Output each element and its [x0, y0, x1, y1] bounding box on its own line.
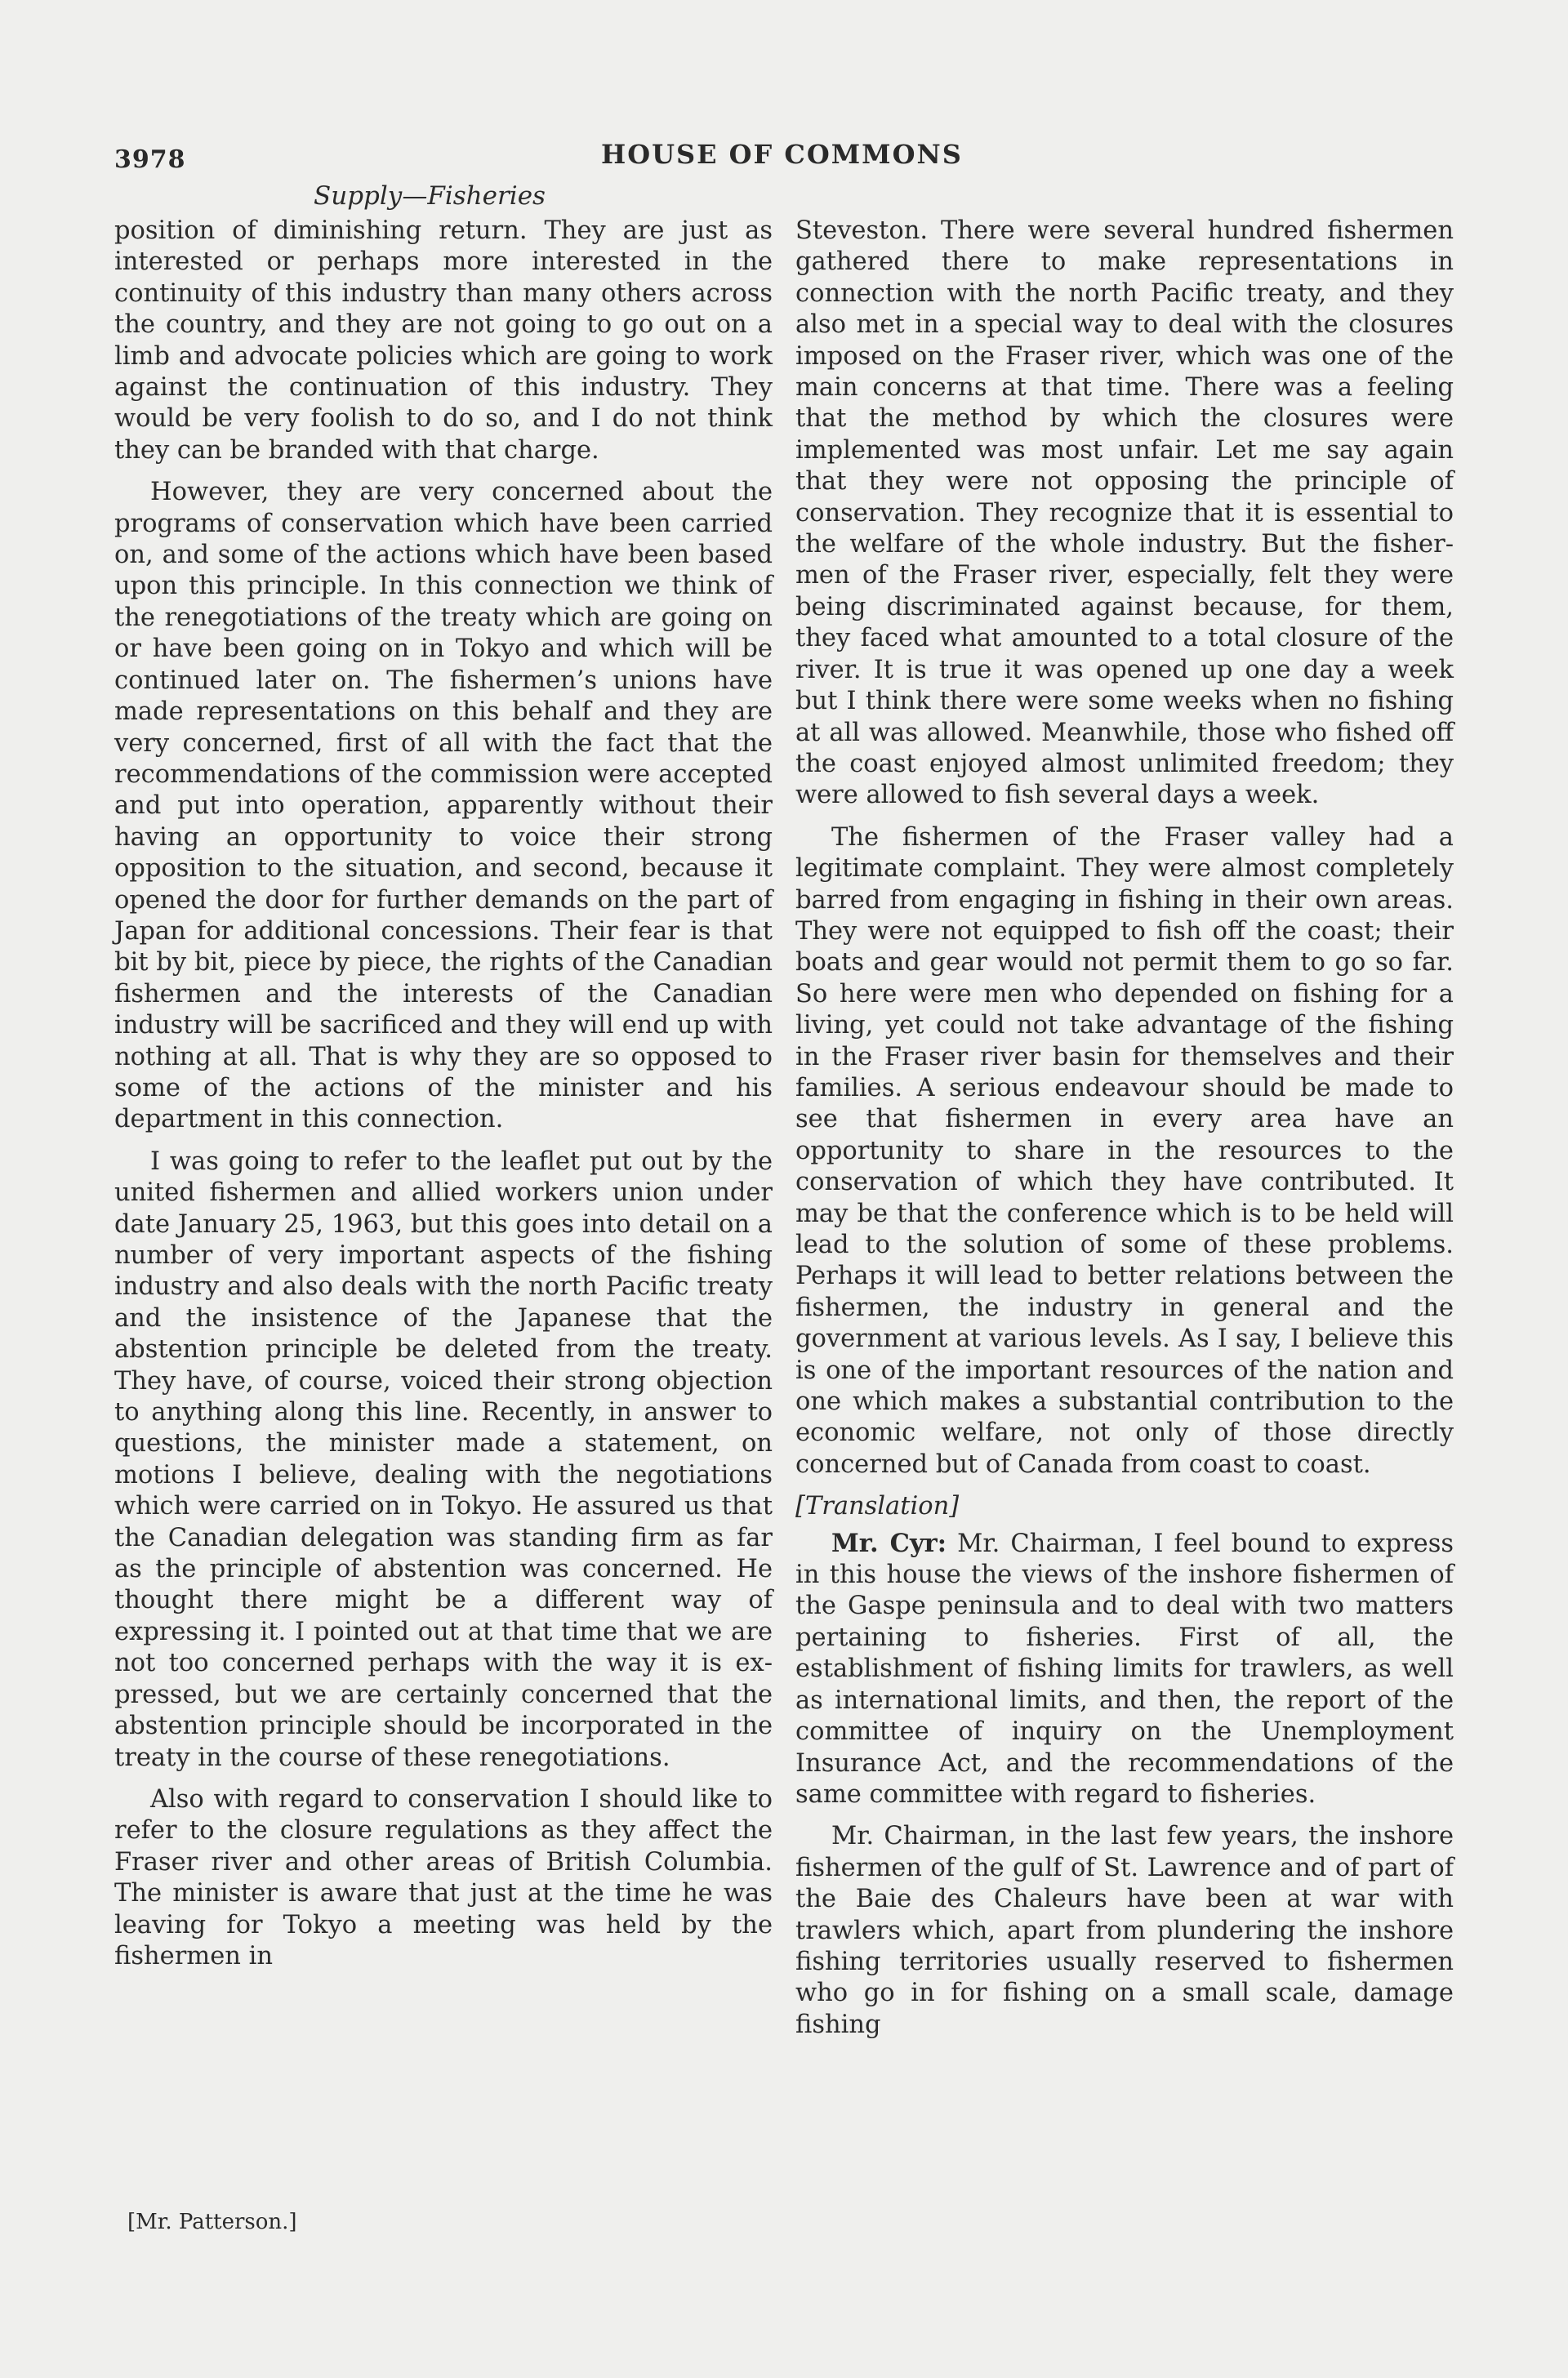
right-column: [795, 216, 1454, 2051]
speaker-name: Mr. Cyr:: [831, 1528, 947, 1558]
left-paragraph-3: I was going to refer to the leaflet put out by the united fishermen and allied workers union under date January 25, 1963, but this goes into detail on a number of very important aspects of the fishing industry and also deals with the north Pacific treaty and the insistence of the Japanese that the abstention principle be deleted from the treaty. They have, of course, voiced their strong objection to anything along this line. Recently, in answer to questions, the minister made a statement, on motions I believe, dealing with the negotiations which were carried on in Tokyo. He assured us that the Canadian delegation was standing firm as far as the principle of abstention was concerned. He thought there might be a different way of expressing it. I pointed out at that time that we are not too concerned perhaps with the way it is expressed, but we are certainly concerned that the abstention principle should be incorporated in the treaty in the course of these renegotiations.: [114, 1147, 773, 1772]
page-number: 3978: [114, 145, 186, 174]
page-header-title: HOUSE OF COMMONS: [601, 139, 963, 170]
left-column: [114, 216, 773, 1983]
right-paragraph-2: The fishermen of the Fraser valley had a legitimate complaint. They were almost completely barred from engaging in fishing in their own areas. They were not equipped to fish off the coast; their boats and gear would not permit them to go so far. So here were men who depended on fishing for a living, yet could not take advantage of the fishing in the Fraser river basin for themselves and their families. A serious endeavour should be made to see that fishermen in every area have an opportunity to share in the resources to the conservation of which they have contributed. It may be that the conference which is to be held will lead to the solution of some of these problems. Perhaps it will lead to better relations between the fishermen, the industry in general and the government at various levels. As I say, I believe this is one of the important resources of the nation and one which makes a substantial contribution to the economic welfare, not only of those directly concerned but of Canada from coast to coast.: [795, 822, 1454, 1479]
speaker-text: Mr. Chairman, I feel bound to express in this house the views of the inshore fishermen of the Gaspe peninsula and to deal with two matters pertaining to fisheries. First of all, the establishment of fishing limits for trawlers, as well as international limits, and then, the report of the committee of inquiry on the Unemployment Insurance Act, and the recommendations of the same committee with regard to fisheries.: [795, 1529, 1454, 1809]
left-paragraph-1: position of diminishing return. They are just as interested or perhaps more interested in the continuity of this industry than many others across the country, and they are not going to go out on a limb and advocate policies which are going to work against the continuation of this industry. They would be very foolish to do so, and I do not think they can be branded with that charge.: [114, 216, 773, 465]
translation-label: [Translation]: [795, 1492, 960, 1521]
section-title: Supply—Fisheries: [314, 181, 546, 211]
right-paragraph-1: Steveston. There were several hundred fishermen gathered there to make representations in connection with the north Pacific treaty, and they also met in a special way to deal with the closures imposed on the Fraser river, which was one of the main concerns at that time. There was a feeling that the method by which the closures were implemented was most unfair. Let me say again that they were not opposing the principle of conservation. They recognize that it is essential to the welfare of the whole industry. But the fishermen of the Fraser river, especially, felt they were being discriminated against because, for them, they faced what amounted to a total closure of the river. It is true it was opened up one day a week but I think there were some weeks when no fishing at all was allowed. Meanwhile, those who fished off the coast enjoyed almost unlimited freedom; they were allowed to fish several days a week.: [795, 216, 1454, 810]
right-paragraph-4: Mr. Chairman, in the last few years, the inshore fishermen of the gulf of St. Lawrence and of part of the Baie des Chaleurs have been at war with trawlers which, apart from plundering the inshore fishing territories usually reserved to fishermen who go in for fishing on a small scale, damage fishing: [795, 1822, 1454, 2039]
right-paragraph-3: [795, 1528, 1454, 1811]
left-paragraph-4: Also with regard to conservation I should like to refer to the closure regulations as they affect the Fraser river and other areas of British Columbia. The minister is aware that just at the time he was leaving for Tokyo a meeting was held by the fishermen in: [114, 1784, 773, 1971]
footer-member-reference: [Mr. Patterson.]: [127, 2210, 297, 2234]
left-paragraph-2: However, they are very concerned about the programs of conservation which have been carried on, and some of the actions which have been based upon this principle. In this connection we think of the renegotiations of the treaty which are going on or have been going on in Tokyo and which will be continued later on. The fishermen’s unions have made representations on this behalf and they are very concerned, first of all with the fact that the recommendations of the commission were accepted and put into operation, apparently without their having an opportunity to voice their strong opposition to the situation, and second, because it opened the door for further demands on the part of Japan for additional concessions. Their fear is that bit by bit, piece by piece, the rights of the Canadian fishermen and the interests of the Canadian industry will be sacrificed and they will end up with nothing at all. That is why they are so opposed to some of the actions of the minister and his department in this connection.: [114, 478, 773, 1134]
